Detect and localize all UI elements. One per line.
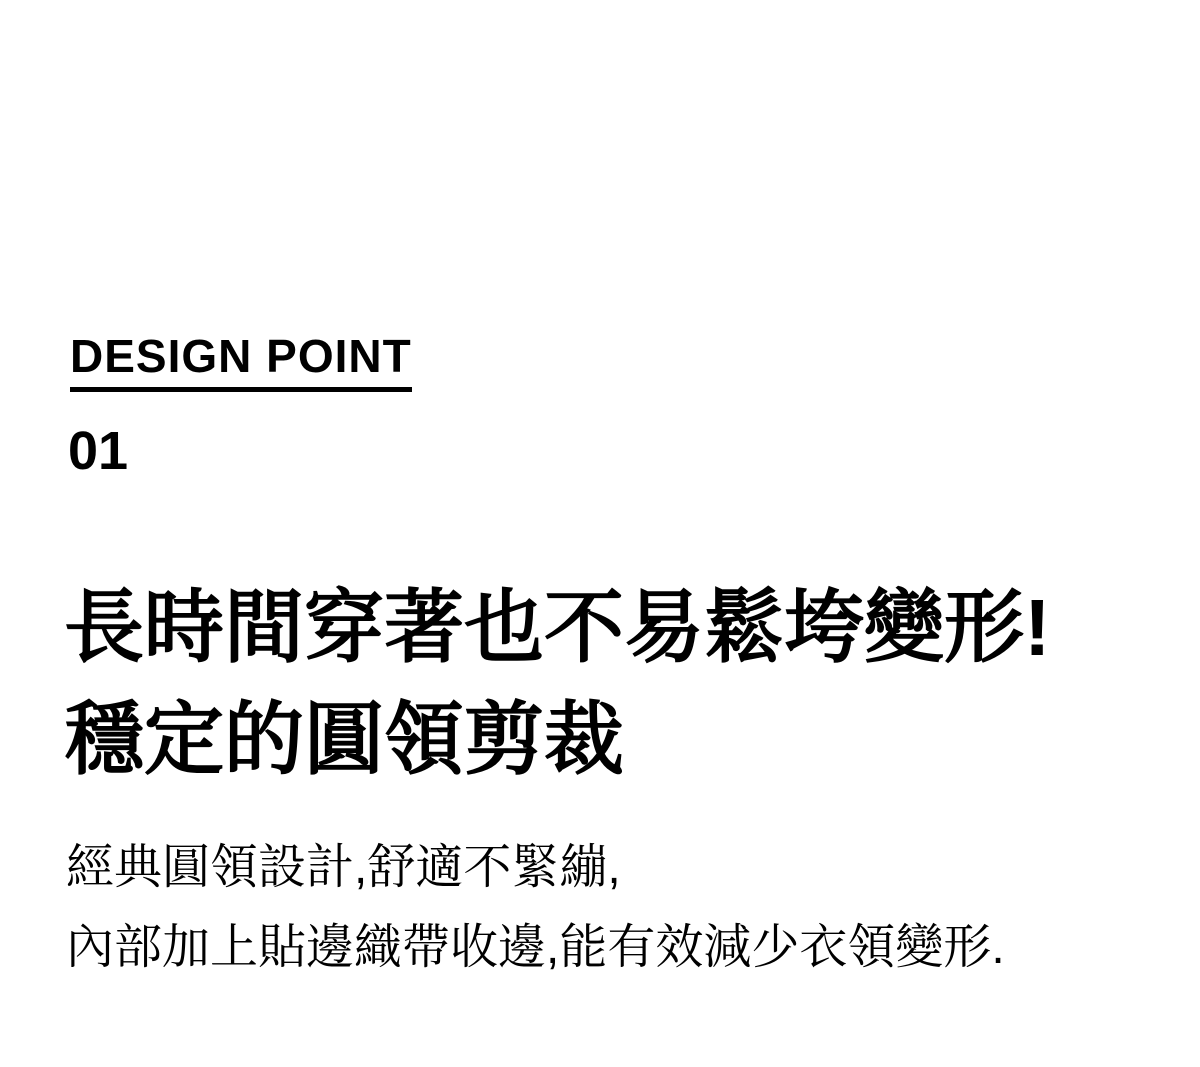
body-line-2: 內部加上貼邊織帶收邊,能有效減少衣領變形. bbox=[66, 921, 1005, 974]
body-paragraph bbox=[66, 828, 1005, 988]
headline bbox=[64, 572, 1051, 796]
body-line-1: 經典圓領設計,舒適不緊繃, bbox=[66, 841, 621, 894]
headline-line-1: 長時間穿著也不易鬆垮變形! bbox=[64, 582, 1051, 672]
section-eyebrow-heading: DESIGN POINT bbox=[70, 331, 412, 392]
headline-line-2: 穩定的圓領剪裁 bbox=[64, 694, 624, 784]
point-number: 01 bbox=[68, 421, 129, 481]
